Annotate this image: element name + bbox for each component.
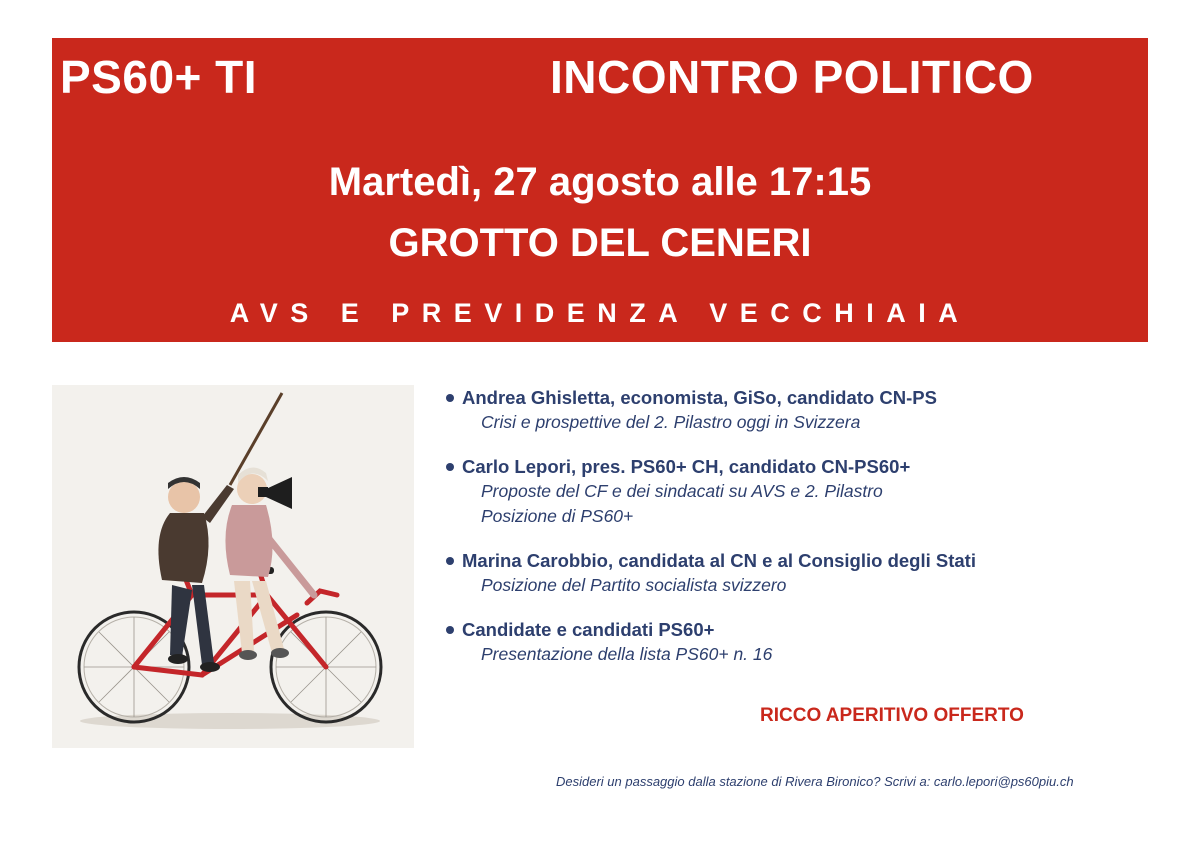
aperitivo-notice: RICCO APERITIVO OFFERTO (760, 705, 1024, 726)
speaker-topic: Posizione di PS60+ (481, 506, 634, 526)
speaker-item (446, 618, 1146, 667)
event-type: INCONTRO POLITICO (550, 51, 1034, 103)
speaker-name: Candidate e candidati PS60+ (462, 619, 715, 640)
event-venue: GROTTO DEL CENERI (388, 221, 812, 265)
bullet-icon (446, 394, 454, 402)
speaker-topic: Posizione del Partito socialista svizzero (481, 575, 787, 595)
bullet-icon (446, 463, 454, 471)
speaker-list (446, 386, 1146, 687)
speaker-topic: Crisi e prospettive del 2. Pilastro oggi in Svizzera (481, 412, 861, 432)
event-date: Martedì, 27 agosto alle 17:15 (328, 160, 872, 204)
header-banner (52, 38, 1148, 342)
speaker-topic: Proposte del CF e dei sindacati su AVS e 2. Pilastro (481, 481, 883, 501)
bullet-icon (446, 557, 454, 565)
speaker-item (446, 549, 1146, 598)
speaker-name: Carlo Lepori, pres. PS60+ CH, candidato CN-PS60+ (462, 456, 911, 477)
tandem-bicycle-illustration (52, 385, 414, 748)
speaker-name: Marina Carobbio, candidata al CN e al Consiglio degli Stati (462, 550, 976, 571)
speaker-topic: Presentazione della lista PS60+ n. 16 (481, 644, 773, 664)
speaker-item (446, 386, 1146, 435)
speaker-name: Andrea Ghisletta, economista, GiSo, candidato CN-PS (462, 387, 937, 408)
speaker-item (446, 455, 1146, 529)
transport-footnote: Desideri un passaggio dalla stazione di Rivera Bironico? Scrivi a: carlo.lepori@ps60piu.ch (556, 774, 1074, 789)
organization-name: PS60+ TI (60, 51, 258, 103)
event-topic: AVS E PREVIDENZA VECCHIAIA (229, 298, 971, 328)
bullet-icon (446, 626, 454, 634)
